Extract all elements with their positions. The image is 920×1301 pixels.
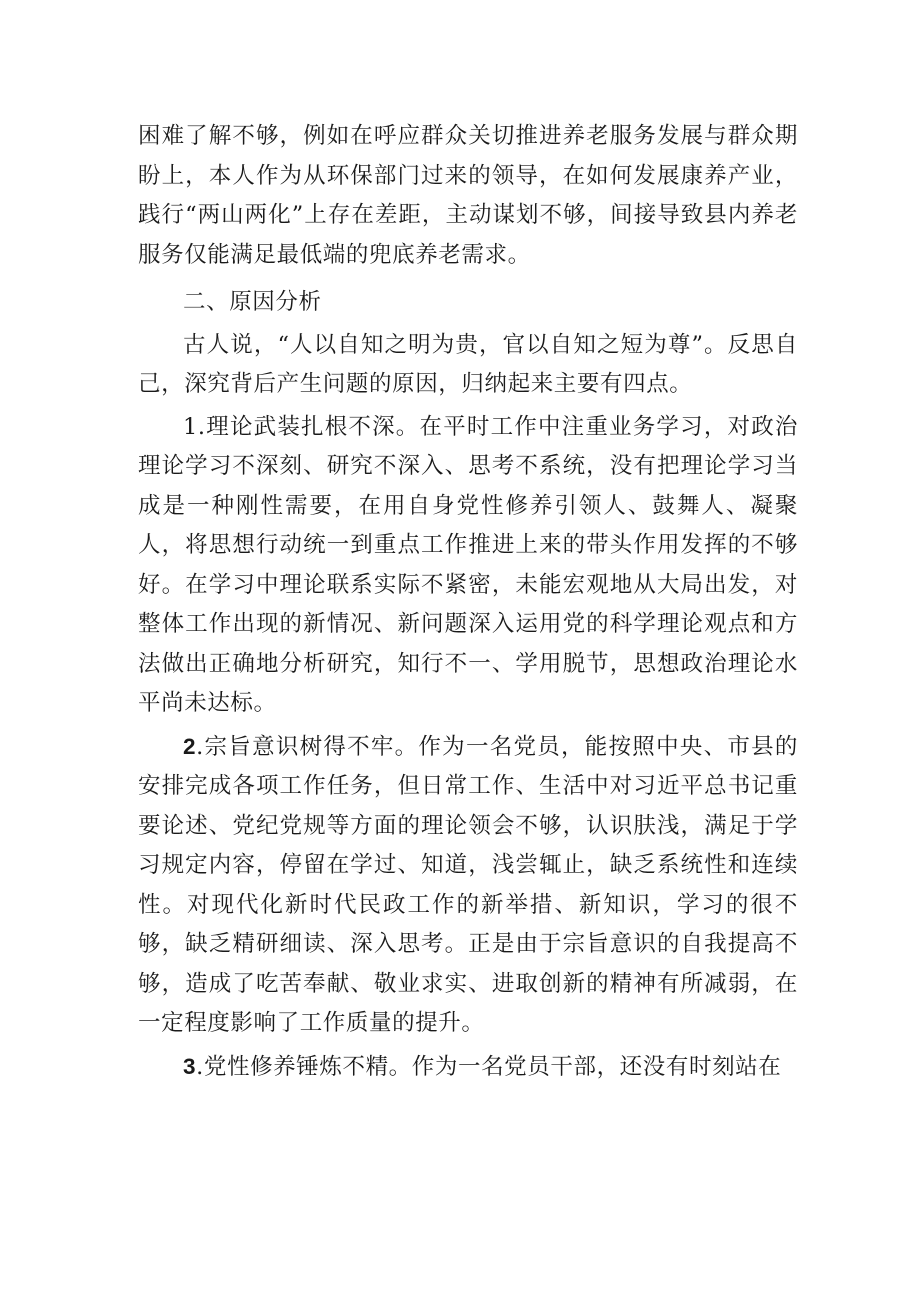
paragraph-point-2 [138,727,798,1044]
document-page [138,117,798,1087]
point-text: .党性修养锤炼不精。作为一名党员干部，还没有时刻站在 [196,1053,782,1080]
point-number: 3 [183,1053,197,1079]
paragraph-continued: 困难了解不够，例如在呼应群众关切推进养老服务发展与群众期盼上，本人作为从环保部门过来的领导，在如何发展康养产业，践行“两山两化”上存在差距，主动谋划不够，间接导致县内养老服务仅能满足最低端的兜底养老需求。 [138,123,798,268]
point-number: 2 [183,733,197,759]
paragraph-point-3 [138,1047,798,1088]
section-heading: 二、原因分析 [183,289,322,315]
point-text: .宗旨意识树得不牢。作为一名党员，能按照中央、市县的安排完成各项工作任务，但日常工作、生活中对习近平总书记重要论述、党纪党规等方面的理论领会不够，认识肤浅，满足于学习规定内容，停留在学过、知道，浅尝辄止，缺乏系统性和连续性。对现代化新时代民政工作的新举措、新知识，学习的很不够，缺乏精研细读、深入思考。正是由于宗旨意识的自我提高不够，造成了吃苦奉献、敬业求实、进取创新的精神有所减弱，在一定程度影响了工作质量的提升。 [138,733,798,1036]
paragraph-point-1: 1.理论武装扎根不深。在平时工作中注重业务学习，对政治理论学习不深刻、研究不深入、思考不系统，没有把理论学习当成是一种刚性需要，在用自身党性修养引领人、鼓舞人、凝聚人，将思想行动统一到重点工作推进上来的带头作用发挥的不够好。在学习中理论联系实际不紧密，未能宏观地从大局出发，对整体工作出现的新情况、新问题深入运用党的科学理论观点和方法做出正确地分析研究，知行不一、学用脱节，思想政治理论水平尚未达标。 [138,413,798,716]
paragraph-intro: 古人说，“人以自知之明为贵，官以自知之短为尊”。反思自己，深究背后产生问题的原因，归纳起来主要有四点。 [138,331,798,397]
